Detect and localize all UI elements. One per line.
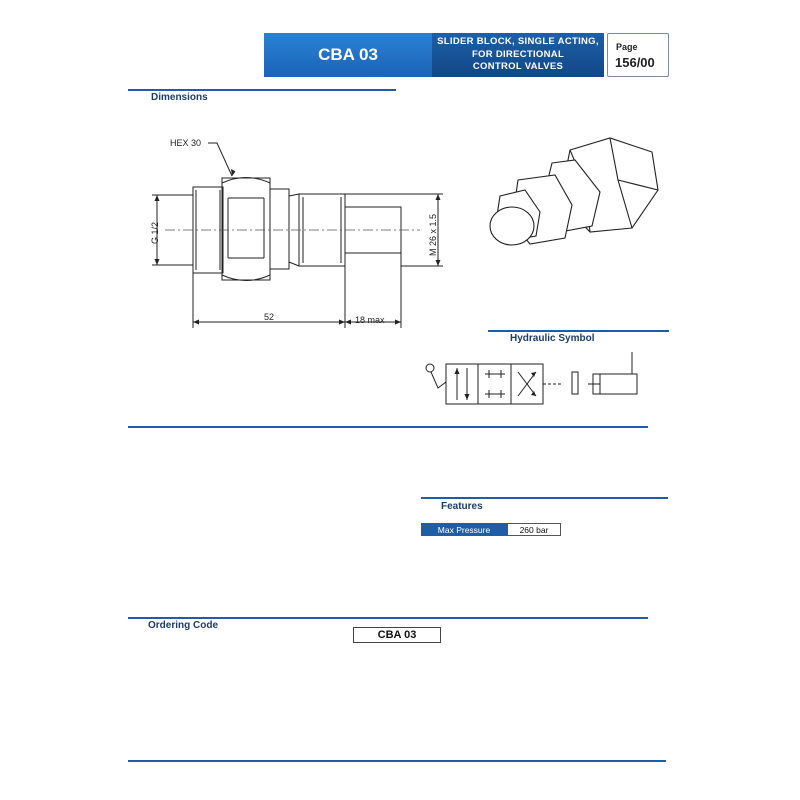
page-box: [607, 33, 669, 77]
collar-shape: [270, 189, 289, 269]
hex-body-shape: [222, 178, 270, 280]
dimensions-heading: Dimensions: [151, 92, 208, 103]
plunger-face-shape: [490, 207, 534, 245]
features-rule: [421, 497, 668, 499]
description-line: CONTROL VALVES: [472, 61, 564, 73]
hydraulic-symbol-heading: Hydraulic Symbol: [510, 333, 595, 344]
model-description: [432, 33, 604, 77]
hydraulic-symbol-diagram: [420, 348, 645, 408]
product-isometric-illustration: [485, 135, 665, 255]
ordering-code-rule: [128, 617, 648, 619]
dimensions-rule: [128, 89, 396, 91]
model-title: CBA 03: [264, 33, 432, 77]
max-pressure-value: 260 bar: [507, 523, 561, 536]
section-divider: [128, 426, 648, 428]
description-line: SLIDER BLOCK, SINGLE ACTING,: [437, 35, 599, 47]
hex-label: HEX 30: [170, 138, 202, 148]
valve-block-shape: [446, 364, 543, 404]
ordering-code-box: CBA 03: [353, 627, 441, 643]
max-pressure-label: Max Pressure: [421, 523, 507, 536]
page-number: 156/00: [615, 55, 655, 70]
dimension-drawing: [145, 130, 450, 330]
spacer-shape: [572, 372, 578, 394]
thread-right-label: M 26 x 1.5: [428, 213, 438, 256]
thread-left-label: G 1/2: [150, 221, 160, 244]
description-line: FOR DIRECTIONAL: [471, 48, 565, 60]
features-heading: Features: [441, 501, 483, 512]
header-banner: [264, 33, 604, 77]
ordering-code-heading: Ordering Code: [148, 620, 219, 631]
page-label: Page: [616, 42, 638, 52]
footer-rule: [128, 760, 666, 762]
stroke-max-label: 18 max: [355, 315, 385, 325]
length-total-label: 52: [264, 312, 275, 322]
hydraulic-symbol-rule: [488, 330, 669, 332]
lever-knob-icon: [426, 364, 434, 372]
